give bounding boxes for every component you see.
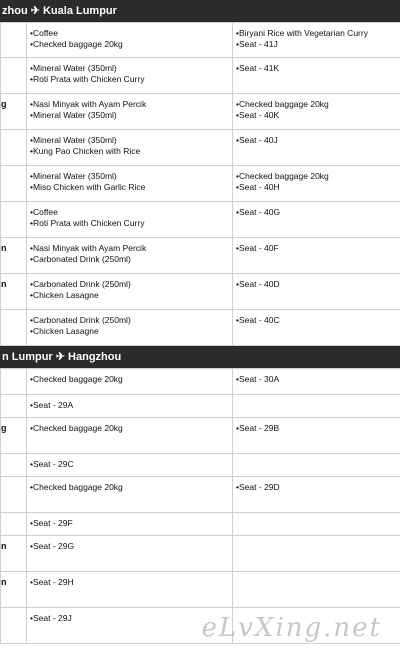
table-row xyxy=(1,130,400,166)
addon-item: • Seat - 40G xyxy=(236,207,400,218)
table-row xyxy=(1,536,400,572)
addon-item: • Checked baggage 20kg xyxy=(236,171,400,182)
addons-cell-left xyxy=(27,310,233,346)
passenger-name-cell: n xyxy=(1,238,27,274)
addon-item: • Coffee xyxy=(30,28,229,39)
passenger-addons-table xyxy=(0,22,400,346)
addons-cell-right xyxy=(233,202,400,238)
addons-cell-right xyxy=(233,395,400,418)
addons-cell-left xyxy=(27,238,233,274)
addon-item: • Checked baggage 20kg xyxy=(30,39,229,50)
addon-item: • Chicken Lasagne xyxy=(30,290,229,301)
addon-item: • Checked baggage 20kg xyxy=(30,423,229,434)
addons-cell-right xyxy=(233,274,400,310)
addons-cell-right xyxy=(233,572,400,608)
addon-item: • Seat - 29J xyxy=(30,613,229,624)
watermark-logo: eLvXing.net xyxy=(201,613,382,643)
passenger-name-cell xyxy=(1,395,27,418)
addon-item: • Checked baggage 20kg xyxy=(236,99,400,110)
addon-item: • Carbonated Drink (250ml) xyxy=(30,315,229,326)
addon-item: • Seat - 40C xyxy=(236,315,400,326)
addon-item: • Roti Prata with Chicken Curry xyxy=(30,218,229,229)
table-row xyxy=(1,572,400,608)
addon-item: • Seat - 29G xyxy=(30,541,229,552)
addon-item: • Seat - 41J xyxy=(236,39,400,50)
passenger-name-cell: g xyxy=(1,94,27,130)
addons-cell-left xyxy=(27,572,233,608)
addons-cell-right xyxy=(233,536,400,572)
passenger-name-cell xyxy=(1,130,27,166)
addon-item: • Mineral Water (350ml) xyxy=(30,63,229,74)
addons-cell-right xyxy=(233,418,400,454)
addon-item: • Roti Prata with Chicken Curry xyxy=(30,74,229,85)
passenger-name-cell xyxy=(1,454,27,477)
passenger-name-cell xyxy=(1,310,27,346)
passenger-name-cell: n xyxy=(1,536,27,572)
table-row xyxy=(1,238,400,274)
addon-item: • Seat - 29A xyxy=(30,400,229,411)
table-row xyxy=(1,94,400,130)
addon-item: • Checked baggage 20kg xyxy=(30,482,229,493)
passenger-name-cell xyxy=(1,369,27,395)
addons-cell-right xyxy=(233,94,400,130)
passenger-name-cell: n xyxy=(1,274,27,310)
addons-cell-left xyxy=(27,513,233,536)
addons-cell-left xyxy=(27,369,233,395)
table-row xyxy=(1,395,400,418)
addons-cell-right xyxy=(233,310,400,346)
flight-section-header: n Lumpur ✈ Hangzhou xyxy=(0,346,400,368)
addon-item: • Biryani Rice with Vegetarian Curry xyxy=(236,28,400,39)
addon-item: • Seat - 40D xyxy=(236,279,400,290)
table-row xyxy=(1,310,400,346)
addon-item: • Mineral Water (350ml) xyxy=(30,110,229,121)
addons-cell-right xyxy=(233,23,400,58)
passenger-name-cell xyxy=(1,608,27,644)
addons-cell-left xyxy=(27,477,233,513)
addon-item: • Chicken Lasagne xyxy=(30,326,229,337)
passenger-name-cell xyxy=(1,23,27,58)
table-row xyxy=(1,369,400,395)
addons-cell-right xyxy=(233,513,400,536)
passenger-name-cell xyxy=(1,202,27,238)
addons-cell-left xyxy=(27,94,233,130)
addons-cell-left xyxy=(27,418,233,454)
addon-item: • Seat - 29C xyxy=(30,459,229,470)
passenger-name-cell xyxy=(1,166,27,202)
addon-item: • Seat - 40H xyxy=(236,182,400,193)
table-row xyxy=(1,477,400,513)
addon-item: • Seat - 29F xyxy=(30,518,229,529)
addon-item: • Carbonated Drink (250ml) xyxy=(30,254,229,265)
table-row xyxy=(1,166,400,202)
addons-cell-left xyxy=(27,202,233,238)
table-row xyxy=(1,274,400,310)
addons-cell-left xyxy=(27,23,233,58)
addon-item: • Seat - 40K xyxy=(236,110,400,121)
addon-item: • Checked baggage 20kg xyxy=(30,374,229,385)
addon-item: • Mineral Water (350ml) xyxy=(30,135,229,146)
passenger-name-cell xyxy=(1,58,27,94)
addon-item: • Seat - 41K xyxy=(236,63,400,74)
addon-item: • Seat - 29D xyxy=(236,482,400,493)
addon-item: • Nasi Minyak with Ayam Percik xyxy=(30,243,229,254)
addons-cell-right xyxy=(233,58,400,94)
addon-item: • Miso Chicken with Garlic Rice xyxy=(30,182,229,193)
addon-item: • Mineral Water (350ml) xyxy=(30,171,229,182)
addons-cell-right xyxy=(233,130,400,166)
addons-cell-right xyxy=(233,477,400,513)
addon-item: • Carbonated Drink (250ml) xyxy=(30,279,229,290)
flight-section-header: zhou ✈ Kuala Lumpur xyxy=(0,0,400,22)
table-row xyxy=(1,513,400,536)
addons-cell-right xyxy=(233,454,400,477)
addons-cell-left xyxy=(27,274,233,310)
addon-item: • Seat - 40F xyxy=(236,243,400,254)
passenger-name-cell: g xyxy=(1,418,27,454)
passenger-name-cell: n xyxy=(1,572,27,608)
addon-item: • Seat - 29H xyxy=(30,577,229,588)
addons-cell-left xyxy=(27,536,233,572)
addons-cell-right xyxy=(233,166,400,202)
addons-cell-left xyxy=(27,166,233,202)
table-row xyxy=(1,454,400,477)
addon-item: • Coffee xyxy=(30,207,229,218)
addon-item: • Seat - 40J xyxy=(236,135,400,146)
addons-cell-left xyxy=(27,454,233,477)
passenger-name-cell xyxy=(1,477,27,513)
addons-cell-right xyxy=(233,369,400,395)
table-row xyxy=(1,418,400,454)
table-row xyxy=(1,23,400,58)
addons-cell-left xyxy=(27,395,233,418)
passenger-name-cell xyxy=(1,513,27,536)
addons-cell-left xyxy=(27,58,233,94)
addon-item: • Kung Pao Chicken with Rice xyxy=(30,146,229,157)
table-row xyxy=(1,202,400,238)
addon-item: • Seat - 30A xyxy=(236,374,400,385)
table-row xyxy=(1,58,400,94)
addon-item: • Seat - 29B xyxy=(236,423,400,434)
addons-cell-right xyxy=(233,238,400,274)
addons-cell-left xyxy=(27,130,233,166)
addon-item: • Nasi Minyak with Ayam Percik xyxy=(30,99,229,110)
passenger-addons-table xyxy=(0,368,400,644)
